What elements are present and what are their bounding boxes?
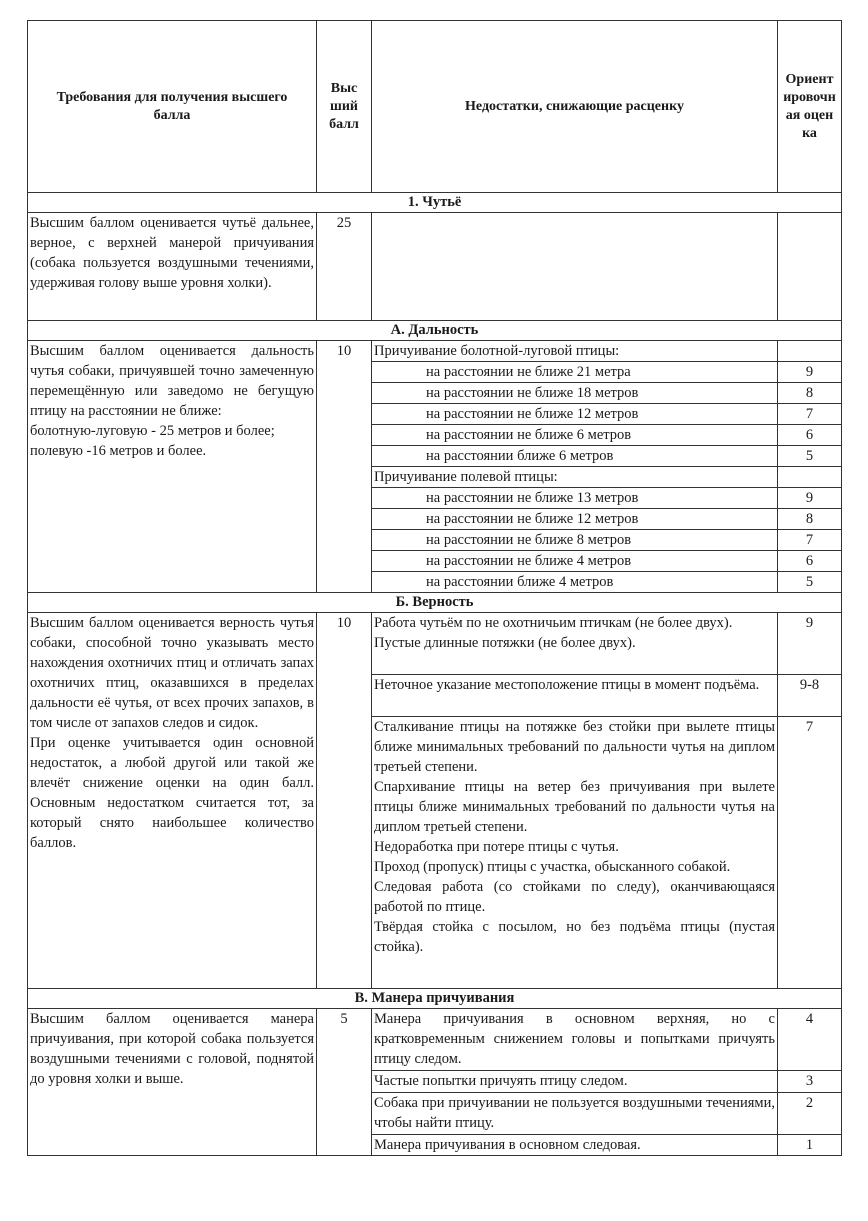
vernost-deficiency: Спархивание птицы на ветер без причуивания при вылете птицы ближе минимальных требований по дальности чутья на диплом третьей степени.: [374, 779, 775, 835]
vernost-rating: 9-8: [778, 675, 842, 717]
dalnost-distance-text: на расстоянии ближе 4 метров: [372, 572, 778, 593]
dalnost-distance-text: на расстоянии не ближе 4 метров: [372, 551, 778, 572]
dalnost-distance-rating: 6: [778, 551, 842, 572]
dalnost-group2-title: Причуивание полевой птицы:: [372, 467, 778, 488]
vernost-requirement-text-2: При оценке учитывается один основной недостаток, а любой другой или такой же влечёт снижение оценки на один балл. Основным недостатком считается тот, за который снято наибольшее количество баллов.: [30, 735, 314, 851]
section-row: [28, 989, 842, 1009]
vernost-deficiency: Проход (пропуск) птицы с участка, обысканного собакой.: [374, 859, 731, 875]
chutye-rating: [778, 213, 842, 321]
dalnost-distance-rating: 9: [778, 488, 842, 509]
vernost-rating: 7: [778, 717, 842, 989]
section-title-dalnost: А. Дальность: [28, 321, 842, 341]
dalnost-distance-rating: 5: [778, 446, 842, 467]
section-title-vernost: Б. Верность: [28, 593, 842, 613]
dalnost-distance-rating: 6: [778, 425, 842, 446]
vernost-deficiency-group-1: [372, 613, 778, 675]
vernost-deficiency: Сталкивание птицы на потяжке без стойки при вылете птицы ближе минимальных требований по дальности чутья на диплом третьей степени.: [374, 719, 775, 775]
vernost-score: 10: [317, 613, 372, 989]
table-header-row: [28, 21, 842, 193]
dalnost-distance-rating: 9: [778, 362, 842, 383]
header-requirements: Требования для получения высшего балла: [28, 21, 317, 193]
manera-deficiency: Собака при причуивании не пользуется воздушными течениями, чтобы найти птицу.: [372, 1093, 778, 1135]
standards-table: [27, 20, 842, 1156]
header-max-score: Высший балл: [317, 21, 372, 193]
dalnost-group1-title: Причуивание болотной-луговой птицы:: [372, 341, 778, 362]
manera-rating: 3: [778, 1071, 842, 1093]
chutye-score: 25: [317, 213, 372, 321]
manera-rating: 1: [778, 1135, 842, 1156]
dalnost-score: 10: [317, 341, 372, 593]
dalnost-group2-title-rating: [778, 467, 842, 488]
dalnost-requirement-text-1: Высшим баллом оценивается дальность чутья собаки, причуявшей точно замеченную перемещённую или заведомо не бегущую птицу на расстоянии не ближе:: [30, 343, 314, 419]
dalnost-distance-text: на расстоянии не ближе 18 метров: [372, 383, 778, 404]
header-deficiencies: Недостатки, снижающие расценку: [372, 21, 778, 193]
vernost-deficiency: Следовая работа (со стойками по следу), оканчивающаяся работой по птице.: [374, 879, 775, 915]
dalnost-distance-text: на расстоянии не ближе 13 метров: [372, 488, 778, 509]
dalnost-distance-text: на расстоянии не ближе 12 метров: [372, 509, 778, 530]
dalnost-distance-rating: 8: [778, 509, 842, 530]
manera-deficiency: Манера причуивания в основном следовая.: [372, 1135, 778, 1156]
section-title-chutye: 1. Чутьё: [28, 193, 842, 213]
vernost-deficiency: Пустые длинные потяжки (не более двух).: [374, 635, 636, 651]
chutye-requirement: Высшим баллом оценивается чутьё дальнее, верное, с верхней манерой причуивания (собака пользуется воздушными течениями, удерживая голову выше уровня холки).: [28, 213, 317, 321]
vernost-row: [28, 613, 842, 675]
dalnost-distance-rating: 7: [778, 530, 842, 551]
section-row: [28, 193, 842, 213]
vernost-requirement-text-1: Высшим баллом оценивается верность чутья собаки, способной точно указывать место нахождения охотничих птиц и отличать запах охотничих птиц, оказавшихся в пределах дальности её чутья, от всех прочих запахов, в том числе от запахов следов и сидок.: [30, 615, 314, 731]
manera-rating: 2: [778, 1093, 842, 1135]
dalnost-distance-text: на расстоянии ближе 6 метров: [372, 446, 778, 467]
vernost-requirement: [28, 613, 317, 989]
dalnost-distance-text: на расстоянии не ближе 8 метров: [372, 530, 778, 551]
dalnost-distance-text: на расстоянии не ближе 6 метров: [372, 425, 778, 446]
manera-deficiency: Частые попытки причуять птицу следом.: [372, 1071, 778, 1093]
manera-requirement: Высшим баллом оценивается манера причуивания, при которой собака пользуется воздушными течениями с головой, поднятой до уровня холки и выше.: [28, 1009, 317, 1156]
chutye-deficiencies: [372, 213, 778, 321]
dalnost-distance-text: на расстоянии не ближе 21 метра: [372, 362, 778, 383]
dalnost-requirement-text-3: полевую -16 метров и более.: [30, 443, 207, 459]
section-row: [28, 593, 842, 613]
dalnost-distance-rating: 7: [778, 404, 842, 425]
vernost-rating: 9: [778, 613, 842, 675]
dalnost-group1-title-rating: [778, 341, 842, 362]
vernost-deficiency: Работа чутьём по не охотничьим птичкам (не более двух).: [374, 615, 733, 631]
header-approx-rating: Ориентировочная оценка: [778, 21, 842, 193]
manera-score: 5: [317, 1009, 372, 1156]
vernost-deficiency: Недоработка при потере птицы с чутья.: [374, 839, 619, 855]
dalnost-distance-rating: 8: [778, 383, 842, 404]
dalnost-distance-text: на расстоянии не ближе 12 метров: [372, 404, 778, 425]
vernost-deficiency-group-2: [372, 717, 778, 989]
standards-table-page: [27, 20, 841, 1156]
section-row: [28, 321, 842, 341]
chutye-row: [28, 213, 842, 321]
dalnost-distance-rating: 5: [778, 572, 842, 593]
manera-rating: 4: [778, 1009, 842, 1071]
vernost-deficiency: Неточное указание местоположение птицы в момент подъёма.: [372, 675, 778, 717]
dalnost-requirement: [28, 341, 317, 593]
dalnost-requirement-text-2: болотную-луговую - 25 метров и более;: [30, 423, 275, 439]
manera-deficiency: Манера причуивания в основном верхняя, но с кратковременным снижением головы и попытками причуять птицу следом.: [372, 1009, 778, 1071]
dalnost-group1-title-row: [28, 341, 842, 362]
vernost-deficiency: Твёрдая стойка с посылом, но без подъёма птицы (пустая стойка).: [374, 919, 775, 955]
section-title-manera: В. Манера причуивания: [28, 989, 842, 1009]
manera-row: [28, 1009, 842, 1071]
